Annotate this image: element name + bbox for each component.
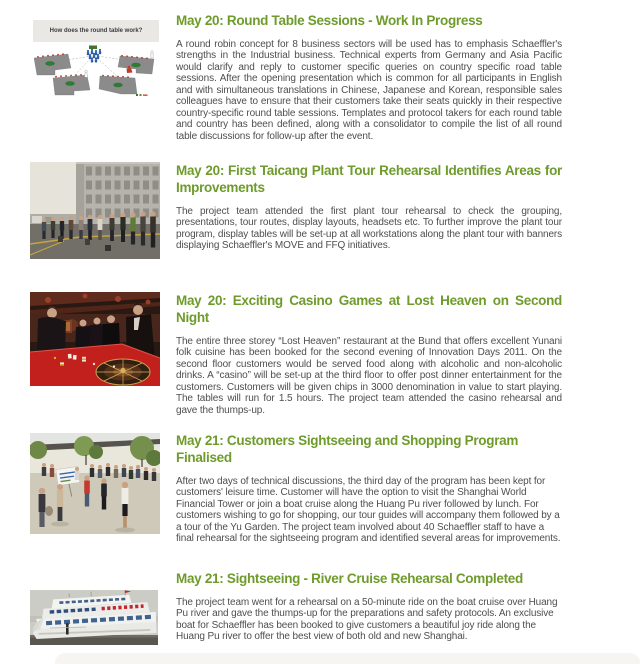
story-heading: May 20: Round Table Sessions - Work In Progress <box>176 13 483 28</box>
plant-tour-photo <box>30 162 160 259</box>
story-body: The project team went for a rehearsal on a 50-minute ride on the boat cruise over Huang Pu river and gave the thumps-up for the preparations and safety protocols. An exclusive boat for Schaeffler has been booked to give customers a beautiful joy ride along the Huang Pu river to offer the best view of both old and new Shanghai. <box>176 597 558 643</box>
story-body: After two days of technical discussions, the third day of the program has been kept for customers' leisure time. Customer will have the option to visit the Shanghai World Financial Tower or join a boat cruise along the Huang Pu river followed by lunch. For customers wishing to go for shopping, our tour guides will accompany them followed by a a tour of the Yu Garden. The project team involved about 40 Schaeffler staff to have a final rehearsal for the sightseeing program and identified several areas for improvements. <box>176 476 561 545</box>
casino-photo <box>30 292 160 386</box>
story-body: The project team attended the first plant tour rehearsal to check the grouping, presentations, tour routes, display layouts, headsets etc. To further improve the plant tour program, display tables will be set-up at all workstations along the plant tour with banners displaying Schaeffler's MOVE and FFQ initiatives. <box>176 206 562 252</box>
story-heading: May 20: First Taicang Plant Tour Rehearsal Identifies Areas for Improvements <box>176 163 562 195</box>
river-cruise-photo <box>30 590 158 645</box>
next-panel-top-edge <box>55 653 640 664</box>
story-body: The entire three storey “Lost Heaven” restaurant at the Bund that offers excellent Yunani folk cuisine has been booked for the second evening of Innovation Days 2011. On the second floor customers would be served food along with alcoholic and non-alcoholic drinks. A “casino” will be set-up at the third floor to offer post dinner entertainment for the customers. Customers will be given chips in 3000 denomination in value to start playing. The tables will run for 1.5 hours. The project team attended the casino rehearsal and gave the thumps-up. <box>176 336 562 416</box>
story-heading: May 21: Customers Sightseeing and Shopping Program Finalised <box>176 433 519 465</box>
story-body: A round robin concept for 8 business sectors will be used has to emphasis Schaeffler's strengths in the Industrial business. Technical experts from Germany and Asia Pacific would clarify and reply to customer specific queries on country specific road table sessions. After the opening presentation which is common for all participants in English and with simultaneous translations in Chinese, Japanese and Korean, responsible sales colleagues have to ensure that their customers take their seats quickly in their respective country-specific round table sessions. Templates and protocol takers for each round table and country has been defined, along with a consolidator to compile the list of all round table discussions for follow-up after the event. <box>176 39 562 142</box>
round-table-diagram <box>30 45 162 99</box>
story-heading: May 21: Sightseeing - River Cruise Rehearsal Completed <box>176 571 523 586</box>
round-table-slide-image <box>30 14 162 104</box>
slide-title: How does the round table work? <box>33 20 159 42</box>
sightseeing-photo <box>30 433 160 534</box>
story-heading: May 20: Exciting Casino Games at Lost Heaven on Second Night <box>176 293 562 325</box>
